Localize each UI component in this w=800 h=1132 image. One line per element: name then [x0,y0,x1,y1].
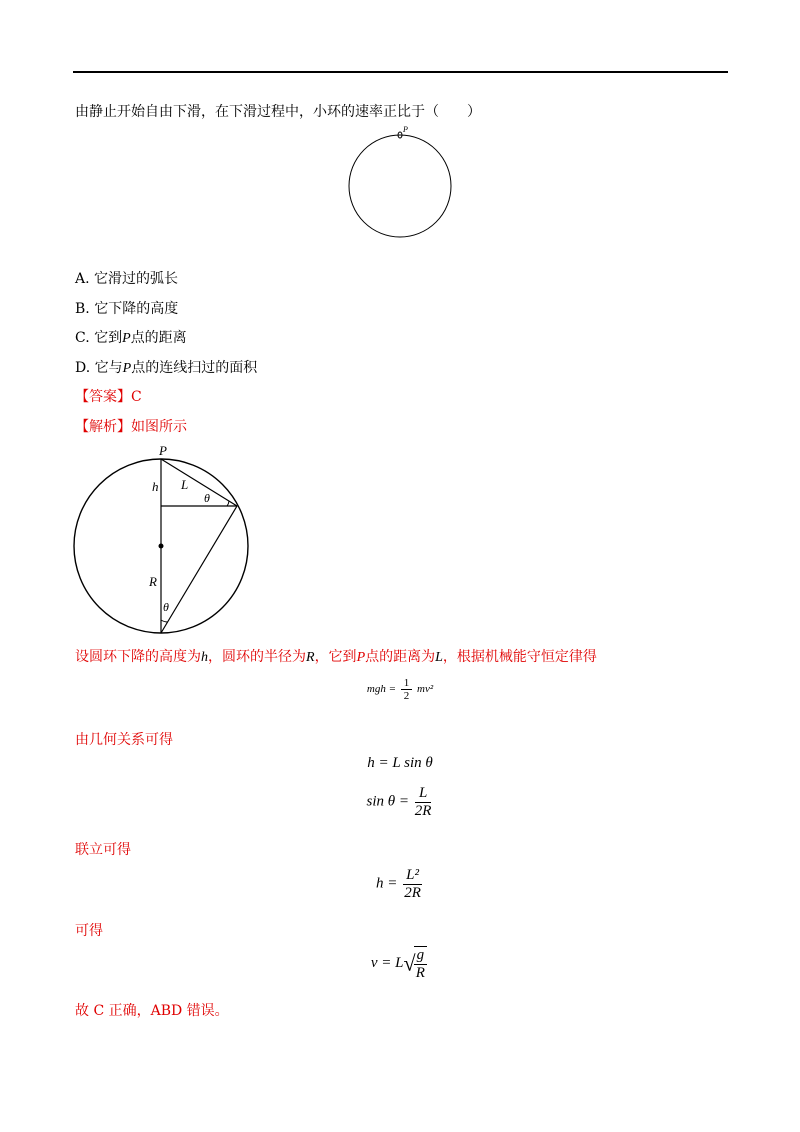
option-c-var: P [122,331,131,346]
analysis-text-4: 可得 [75,923,103,939]
conclusion: 故 C 正确，ABD 错误。 [75,1003,229,1019]
text1-c: ，它到 [314,649,357,665]
option-d-var: P [122,361,132,376]
option-d-letter: D. [75,360,91,376]
label-theta-top: θ [204,491,210,505]
label-R: R [149,574,157,589]
center-dot [159,544,164,549]
equation-2: h = L sin θ [367,755,433,771]
label-P: P [159,443,167,458]
eq1-lhs: mgh = [366,683,396,696]
label-h: h [152,479,159,494]
ring-figure [345,124,457,239]
option-a-letter: A. [75,271,90,287]
analysis-text-2: 由几何关系可得 [75,732,173,748]
text1-b: ，圆环的半径为 [208,649,306,665]
label-theta-bottom: θ [163,600,169,614]
answer-line [75,386,142,406]
eq5-lhs: v = L [370,954,404,971]
text1-e: ，根据机械能守恒定律得 [442,649,597,665]
analysis-tag: 【解析】 [75,419,131,435]
text1-var-h: h [201,650,208,665]
option-b [75,298,178,318]
eq5-num: g [414,947,428,965]
label-L: L [181,477,189,492]
eq1-rhs: mv² [417,683,434,696]
option-c-post: 点的距离 [130,330,187,346]
text1-var-L: L [435,650,443,665]
equation-4 [0,867,800,901]
option-a [75,268,178,288]
text1-d: 点的距离为 [365,649,436,665]
option-c-pre: 它到 [94,330,123,346]
option-b-letter: B. [75,301,90,317]
equation-3 [0,785,800,819]
header-rule [73,71,728,73]
equation-1 [0,677,800,702]
theta-arc-top [227,501,229,506]
question-stem: 由静止开始自由下滑，在下滑过程中，小环的速率正比于（ ） [75,104,481,120]
theta-arc-bottom [161,620,168,622]
text1-a: 设圆环下降的高度为 [75,649,201,665]
analysis-text-3: 联立可得 [75,842,131,858]
option-d-pre: 它与 [94,360,123,376]
eq4-lhs: h = [376,875,398,892]
lower-chord [161,506,237,633]
option-d-post: 点的连线扫过的面积 [131,360,258,376]
sqrt-icon: √ [403,950,416,976]
option-a-text: 它滑过的弧长 [94,271,179,287]
answer-value: C [131,389,142,405]
eq1-den: 2 [403,690,410,703]
eq4-num: L² [403,867,422,885]
ring-label-p: P [403,125,408,134]
analysis-figure [66,440,266,640]
eq5-den: R [415,964,425,981]
analysis-heading [75,416,187,436]
eq1-num: 1 [401,677,413,690]
eq3-num: L [415,785,432,803]
eq4-den: 2R [404,884,421,901]
answer-tag: 【答案】 [75,389,131,405]
text1-var-P: P [356,650,366,665]
option-d [75,357,257,377]
eq3-den: 2R [414,802,432,819]
ring-circle [349,135,451,237]
analysis-intro: 如图所示 [131,419,187,435]
equation-5 [0,946,800,981]
option-c [75,327,187,347]
eq3-lhs: sin θ = [366,793,410,810]
analysis-text-1 [75,646,597,666]
text1-var-R: R [306,650,315,665]
chord-L [161,459,237,506]
option-c-letter: C. [75,330,90,346]
option-b-text: 它下降的高度 [94,301,179,317]
